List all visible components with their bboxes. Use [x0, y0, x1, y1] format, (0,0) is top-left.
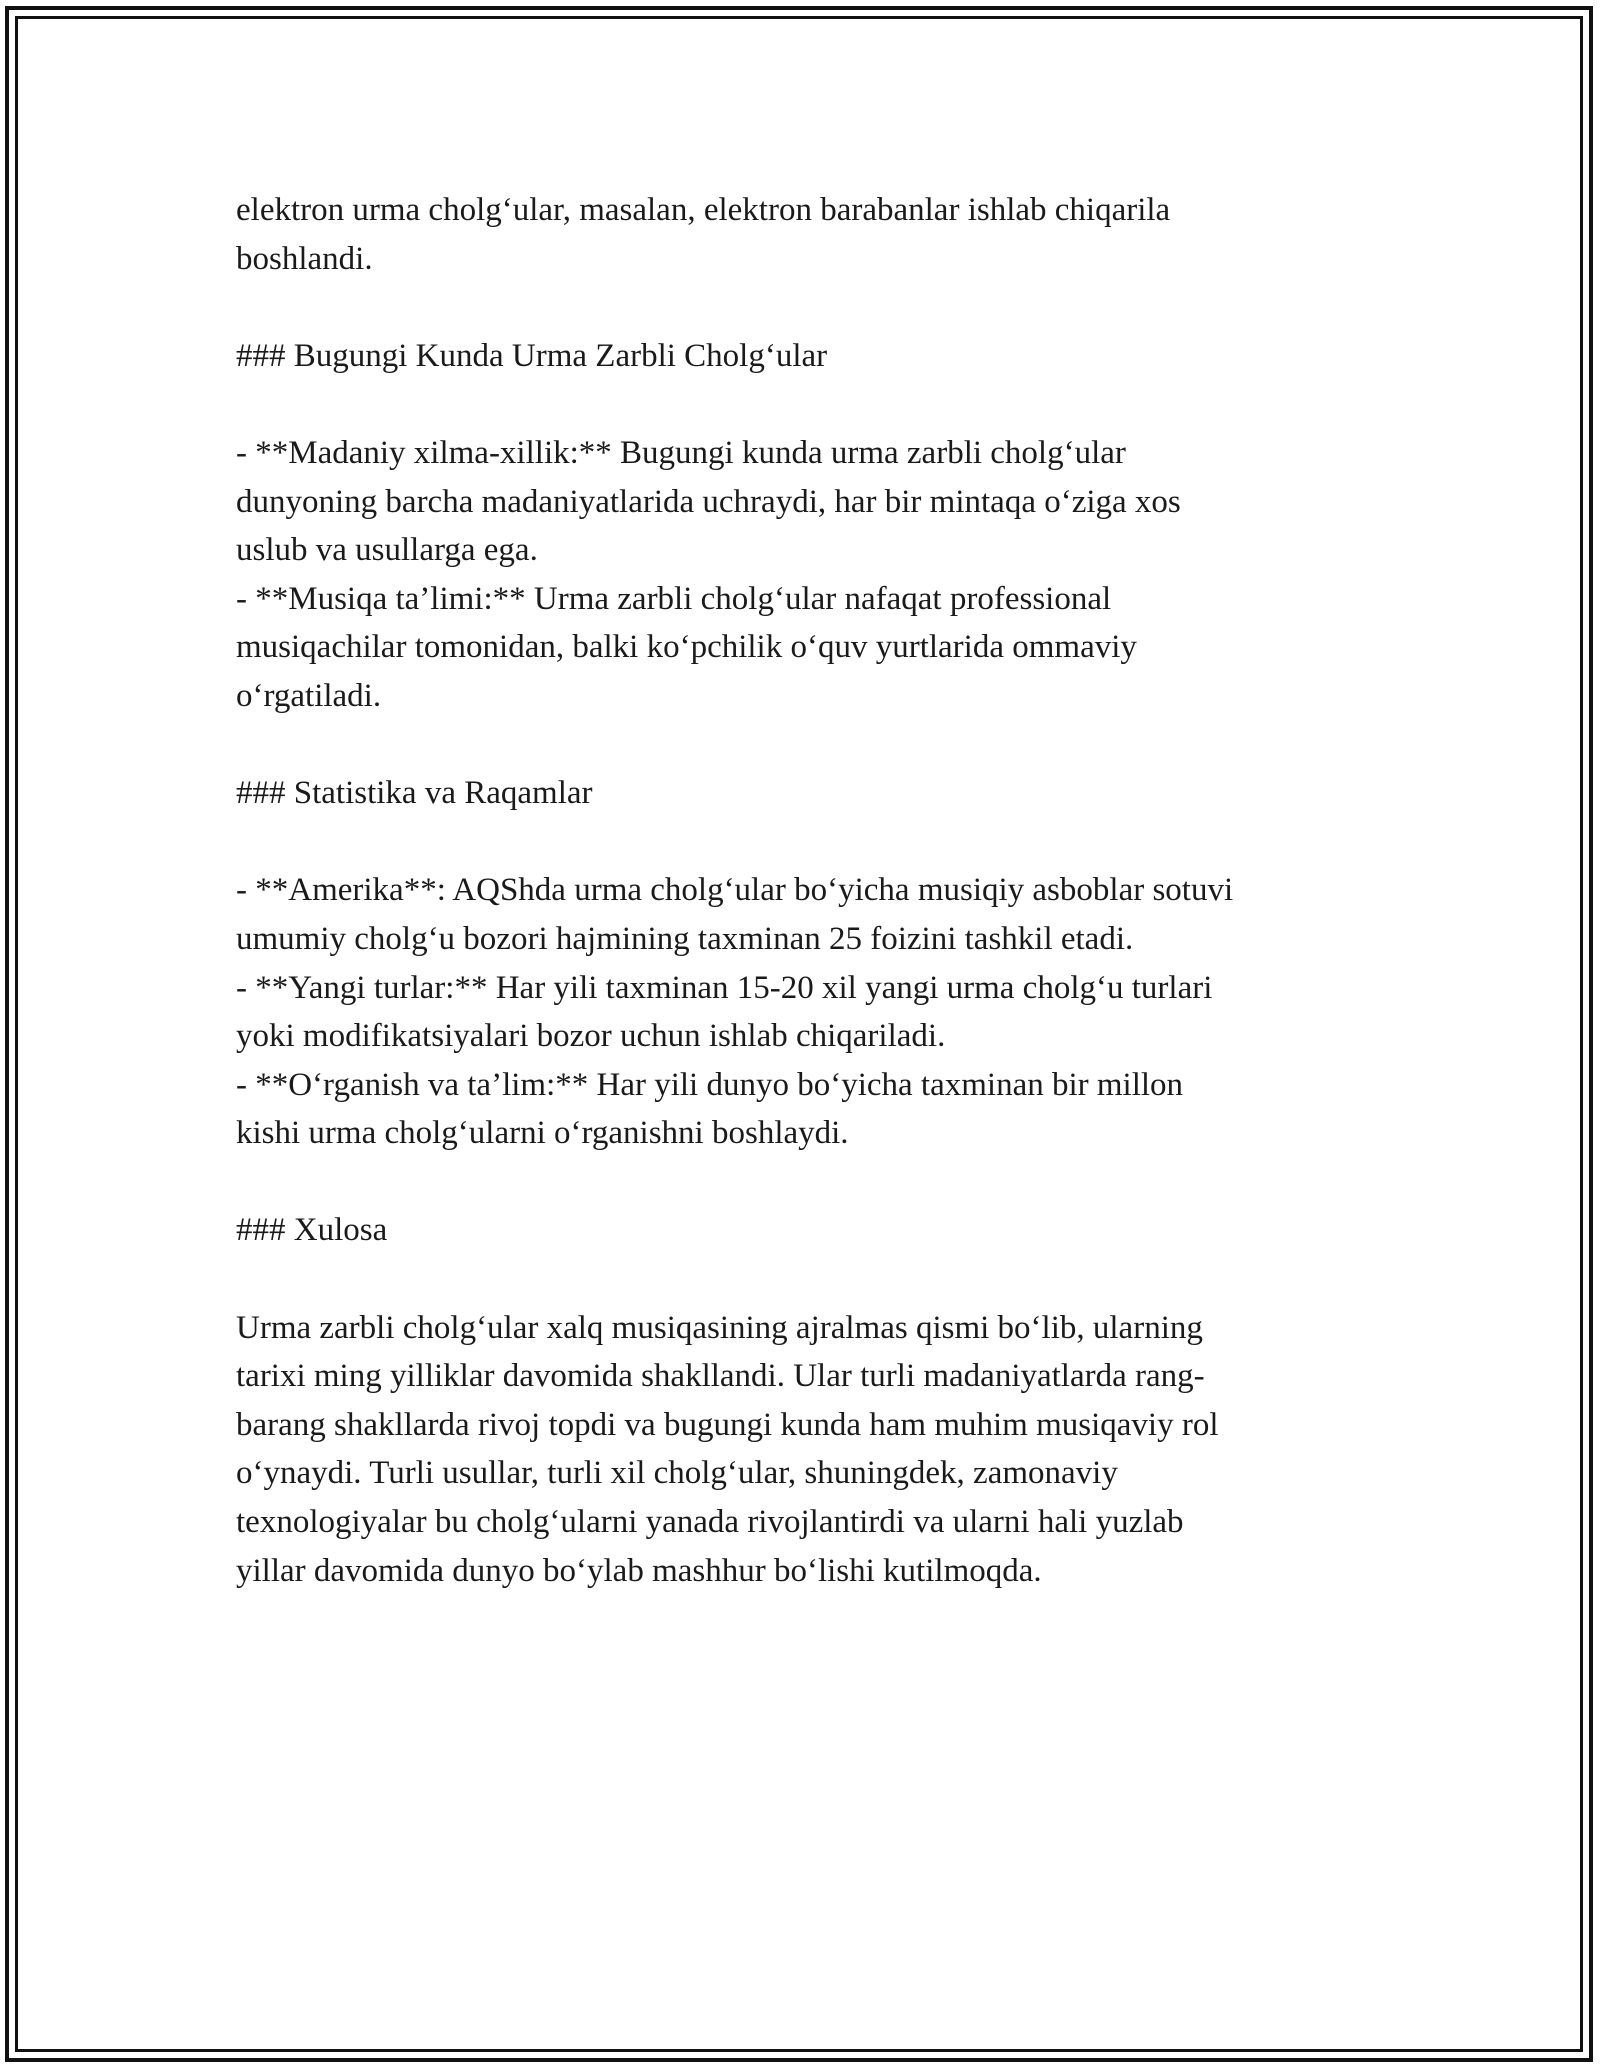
blank-line	[236, 1255, 1386, 1304]
text-line: boshlandi.	[236, 240, 373, 277]
text-line: elektron urma cholg‘ular, masalan, elektron barabanlar ishlab chiqarila	[236, 192, 1171, 228]
list-line: - **O‘rganish va ta’lim:** Har yili dunyo bo‘yicha taxminan bir millon	[236, 1066, 1184, 1103]
paragraph-conclusion	[236, 1304, 1386, 1596]
list-line: uslub va usullarga ega.	[236, 532, 538, 569]
text-line: texnologiyalar bu cholg‘ularni yanada rivojlantirdi va ularni hali yuzlab	[236, 1504, 1184, 1541]
list-line: yoki modifikatsiyalari bozor uchun ishlab chiqariladi.	[236, 1018, 946, 1055]
text-line: yillar davomida dunyo bo‘ylab mashhur bo‘lishi kutilmoqda.	[236, 1552, 1042, 1589]
text-line: Urma zarbli cholg‘ular xalq musiqasining ajralmas qismi bo‘lib, ularning	[236, 1309, 1203, 1346]
text-line: barang shakllarda rivoj topdi va bugungi kunda ham muhim musiqaviy rol	[236, 1406, 1219, 1443]
list-line: umumiy cholg‘u bozori hajmining taxminan 25 foizini tashkil etadi.	[236, 920, 1134, 957]
list-bugungi	[236, 429, 1386, 721]
list-line: o‘rgatiladi.	[236, 677, 382, 714]
blank-line	[236, 1158, 1386, 1207]
heading-bugungi	[236, 332, 1386, 381]
blank-line	[236, 818, 1386, 867]
heading-line: ### Bugungi Kunda Urma Zarbli Cholg‘ular	[236, 337, 828, 374]
blank-line	[236, 721, 1386, 770]
list-line: - **Amerika**: AQShda urma cholg‘ular bo‘yicha musiqiy asboblar sotuvi	[236, 872, 1234, 909]
list-line: - **Yangi turlar:** Har yili taxminan 15-20 xil yangi urma cholg‘u turlari	[236, 969, 1213, 1006]
list-line: musiqachilar tomonidan, balki ko‘pchilik o‘quv yurtlarida ommaviy	[236, 629, 1137, 666]
text-line: tarixi ming yilliklar davomida shakllandi. Ular turli madaniyatlarda rang-	[236, 1358, 1205, 1395]
heading-xulosa	[236, 1206, 1386, 1255]
blank-line	[236, 380, 1386, 429]
blank-line	[236, 283, 1386, 332]
paragraph-intro-tail	[236, 186, 1386, 283]
heading-line: ### Xulosa	[236, 1212, 388, 1249]
list-line: dunyoning barcha madaniyatlarida uchraydi, har bir mintaqa o‘ziga xos	[236, 483, 1181, 520]
list-line: - **Madaniy xilma-xillik:** Bugungi kunda urma zarbli cholg‘ular	[236, 434, 1126, 471]
list-statistika	[236, 866, 1386, 1158]
document-body	[236, 186, 1386, 1595]
heading-statistika	[236, 769, 1386, 818]
text-line: o‘ynaydi. Turli usullar, turli xil cholg‘ular, shuningdek, zamonaviy	[236, 1455, 1118, 1492]
list-line: - **Musiqa ta’limi:** Urma zarbli cholg‘ular nafaqat professional	[236, 580, 1112, 617]
heading-line: ### Statistika va Raqamlar	[236, 775, 593, 812]
list-line: kishi urma cholg‘ularni o‘rganishni boshlaydi.	[236, 1115, 849, 1152]
